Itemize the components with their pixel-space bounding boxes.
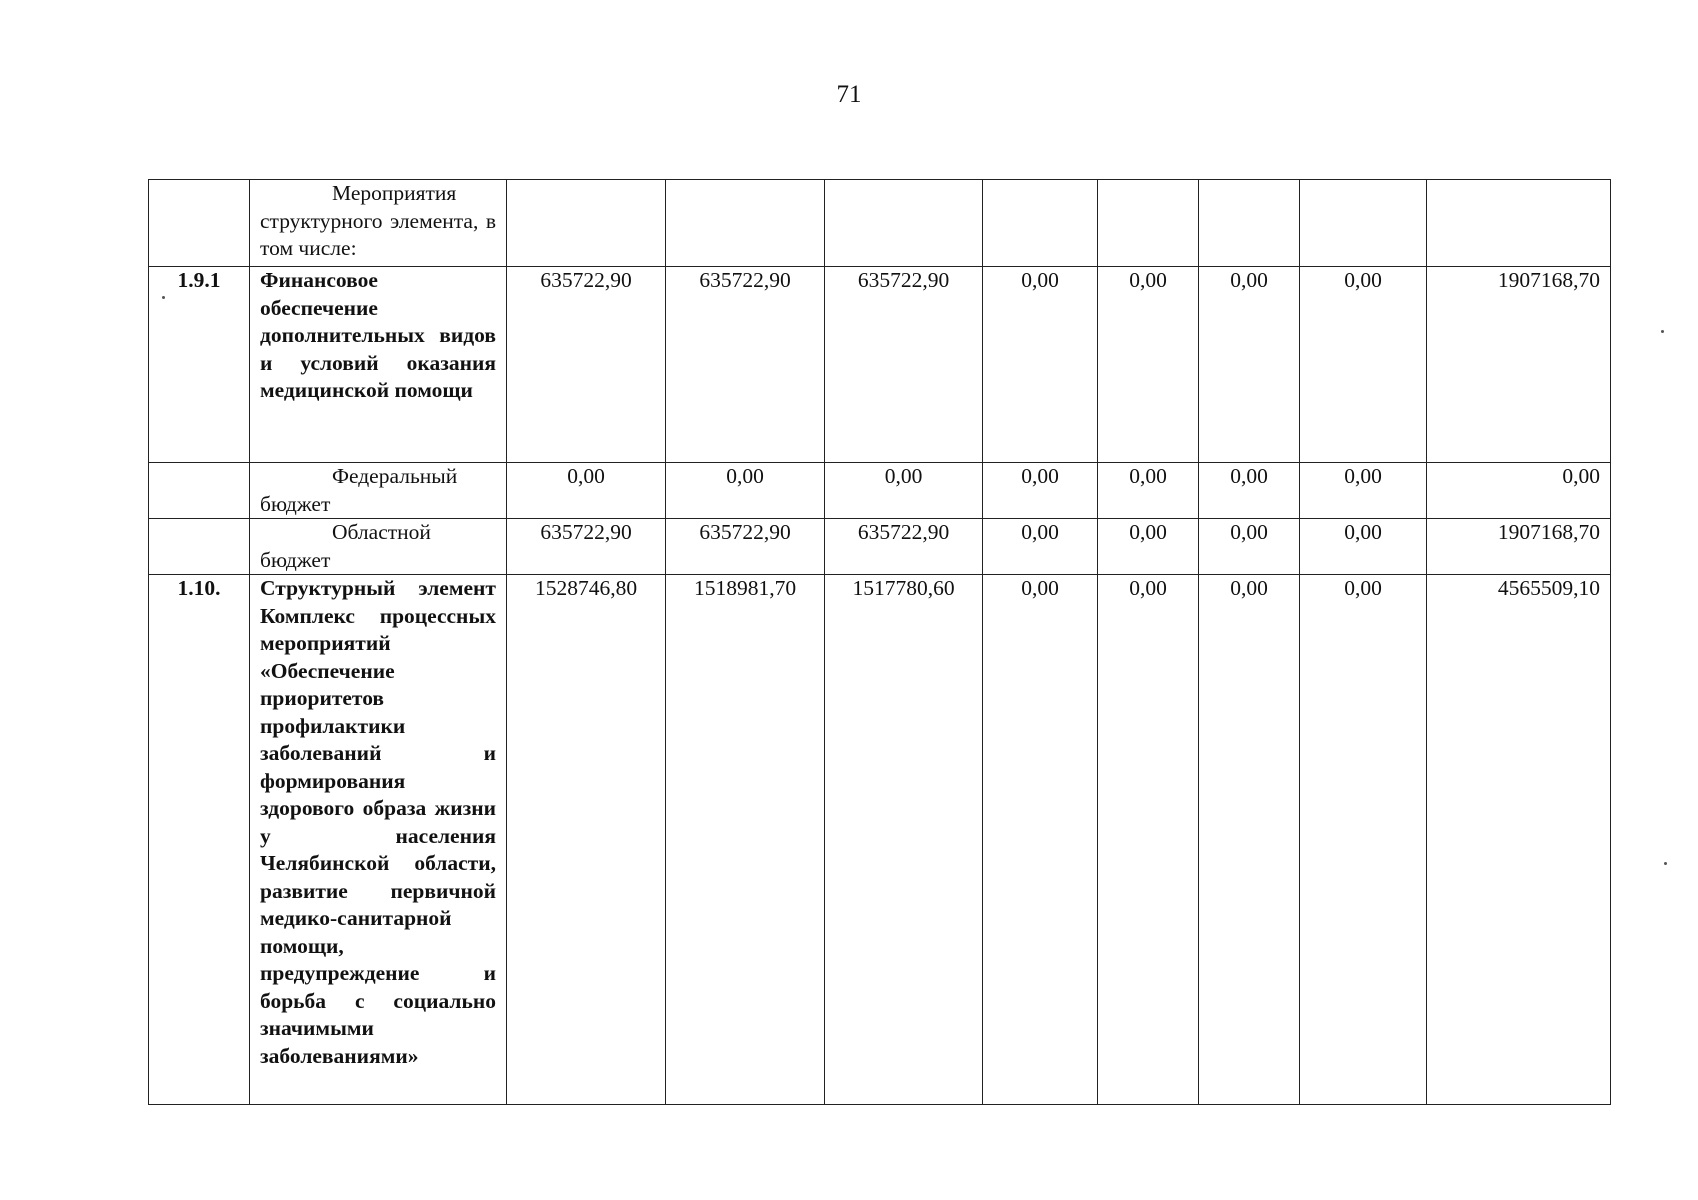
table-row	[149, 519, 1611, 575]
scan-speck	[162, 296, 165, 299]
row-name: Структурный элемент Комплекс процессных мероприятий «Обеспечение приоритетов профилактики заболеваний и формирования здорового образа жизни у населения Челябинской области, развитие первичной медико-санитарной помощи, предупреждение и борьба с социально значимыми заболеваниями»	[260, 576, 496, 1068]
row-index: 1.9.1	[149, 267, 250, 463]
row-index	[149, 180, 250, 267]
value-cell	[825, 180, 983, 267]
row-index	[149, 519, 250, 575]
row-name: Финансовое обеспечение дополнительных видов и условий оказания медицинской помощи	[260, 268, 496, 402]
value-cell	[507, 180, 666, 267]
row-name-cell	[250, 463, 507, 519]
value-cell: 1907168,70	[1427, 519, 1611, 575]
table-row	[149, 267, 1611, 463]
scan-speck	[1664, 862, 1667, 865]
row-name: Областной бюджет	[260, 520, 431, 572]
value-cell: 0,00	[507, 463, 666, 519]
value-cell: 635722,90	[666, 267, 825, 463]
value-cell: 0,00	[1300, 463, 1427, 519]
row-index: 1.10.	[149, 575, 250, 1105]
value-cell: 0,00	[1300, 519, 1427, 575]
value-cell: 0,00	[1199, 267, 1300, 463]
value-cell: 635722,90	[666, 519, 825, 575]
value-cell: 0,00	[1098, 575, 1199, 1105]
value-cell	[1427, 180, 1611, 267]
value-cell: 1518981,70	[666, 575, 825, 1105]
table-row	[149, 575, 1611, 1105]
value-cell: 1907168,70	[1427, 267, 1611, 463]
value-cell: 0,00	[666, 463, 825, 519]
row-index	[149, 463, 250, 519]
value-cell: 0,00	[983, 463, 1098, 519]
value-cell	[1300, 180, 1427, 267]
row-name-cell	[250, 519, 507, 575]
value-cell: 0,00	[1199, 519, 1300, 575]
table-row	[149, 463, 1611, 519]
value-cell: 635722,90	[825, 267, 983, 463]
row-name-cell	[250, 575, 507, 1105]
value-cell	[666, 180, 825, 267]
value-cell: 0,00	[983, 519, 1098, 575]
row-name-cell	[250, 267, 507, 463]
row-name-cell	[250, 180, 507, 267]
value-cell: 0,00	[825, 463, 983, 519]
value-cell: 1517780,60	[825, 575, 983, 1105]
value-cell: 0,00	[983, 267, 1098, 463]
value-cell: 635722,90	[825, 519, 983, 575]
value-cell	[1199, 180, 1300, 267]
value-cell: 0,00	[983, 575, 1098, 1105]
value-cell: 0,00	[1098, 519, 1199, 575]
value-cell	[1098, 180, 1199, 267]
value-cell: 1528746,80	[507, 575, 666, 1105]
row-name: Федеральный бюджет	[260, 464, 458, 516]
value-cell	[983, 180, 1098, 267]
row-name: Мероприятия структурного элемента, в том числе:	[260, 181, 496, 260]
value-cell: 635722,90	[507, 267, 666, 463]
value-cell: 0,00	[1098, 267, 1199, 463]
budget-table	[148, 179, 1611, 1105]
page-number: 71	[836, 81, 862, 108]
value-cell: 0,00	[1199, 463, 1300, 519]
table-row	[149, 180, 1611, 267]
value-cell: 0,00	[1427, 463, 1611, 519]
value-cell: 0,00	[1300, 575, 1427, 1105]
value-cell: 4565509,10	[1427, 575, 1611, 1105]
scan-speck	[1661, 330, 1664, 333]
value-cell: 635722,90	[507, 519, 666, 575]
value-cell: 0,00	[1300, 267, 1427, 463]
value-cell: 0,00	[1098, 463, 1199, 519]
value-cell: 0,00	[1199, 575, 1300, 1105]
